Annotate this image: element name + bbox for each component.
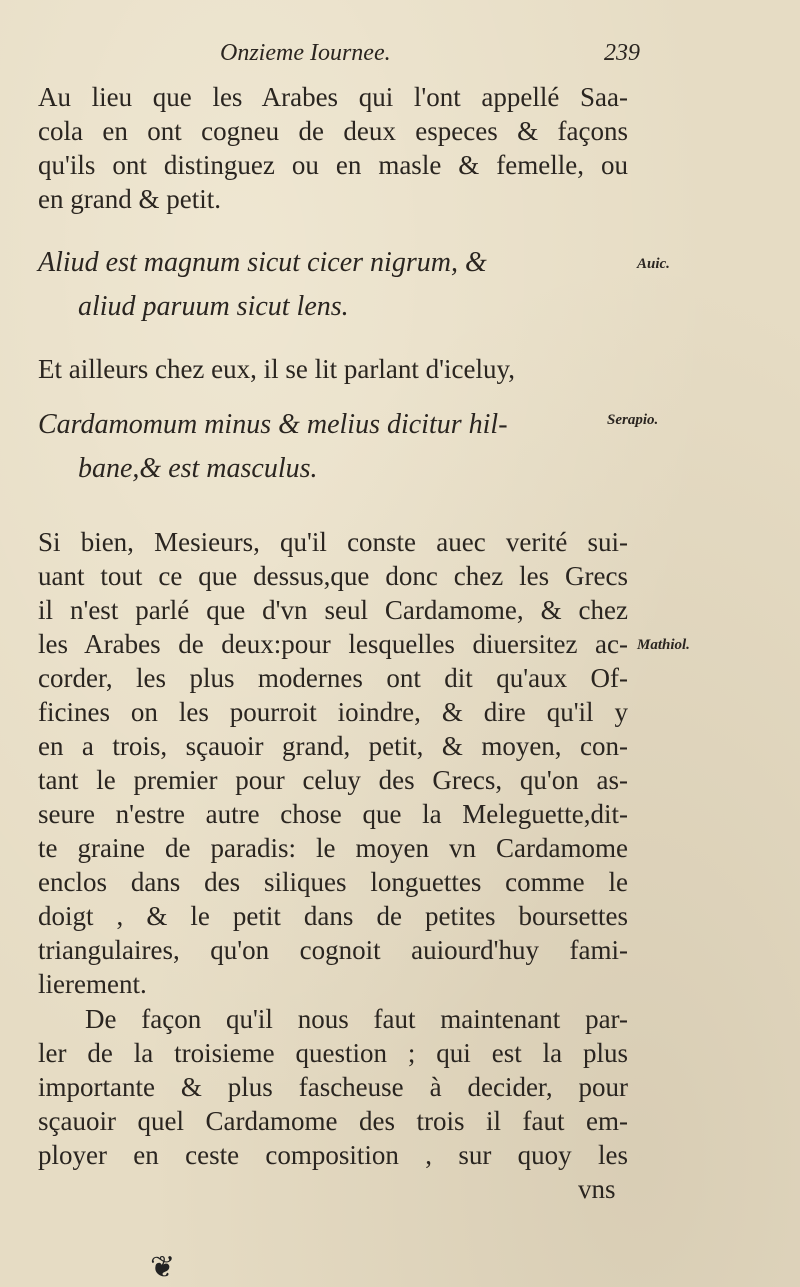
latin-quote-line: aliud paruum sicut lens. [78, 291, 349, 322]
text-line: triangulaires, qu'on cognoit auiourd'huy fami- [38, 935, 628, 965]
page-number: 239 [604, 40, 640, 66]
text-line: il n'est parlé que d'vn seul Cardamome, & chez [38, 595, 628, 625]
latin-quote-line: Aliud est magnum sicut cicer nigrum, & [38, 247, 487, 278]
text-line: en grand & petit. [38, 184, 221, 214]
text-line: qu'ils ont distinguez ou en masle & femelle, ou [38, 150, 628, 180]
ornament-icon: ❦ [150, 1250, 176, 1285]
text-line: te graine de paradis: le moyen vn Cardamome [38, 833, 628, 863]
latin-quote-line: Cardamomum minus & melius dicitur hil- [38, 409, 508, 440]
text-line: cola en ont cogneu de deux especes & façons [38, 116, 628, 146]
text-line: ployer en ceste composition , sur quoy les [38, 1140, 628, 1170]
latin-quote-line: bane,& est masculus. [78, 453, 318, 484]
running-title: Onzieme Iournee. [220, 40, 391, 66]
text-line: ficines on les pourroit ioindre, & dire qu'il y [38, 697, 628, 727]
text-line: Si bien, Mesieurs, qu'il conste auec verité sui- [38, 527, 628, 557]
text-line: les Arabes de deux:pour lesquelles diuersitez ac- [38, 629, 628, 659]
text-line: doigt , & le petit dans de petites boursettes [38, 901, 628, 931]
margin-note-serapio: Serapio. [607, 412, 659, 428]
text-line: tant le premier pour celuy des Grecs, qu'on as- [38, 765, 628, 795]
text-line: Et ailleurs chez eux, il se lit parlant d'iceluy, [38, 354, 515, 384]
text-line: en a trois, sçauoir grand, petit, & moyen, con- [38, 731, 628, 761]
text-line: De façon qu'il nous faut maintenant par- [85, 1004, 628, 1034]
text-line: corder, les plus modernes ont dit qu'aux Of- [38, 663, 628, 693]
text-line: sçauoir quel Cardamome des trois il faut em- [38, 1106, 628, 1136]
catchword: vns [578, 1174, 616, 1204]
text-line: importante & plus fascheuse à decider, pour [38, 1072, 628, 1102]
text-line: lierement. [38, 969, 147, 999]
text-line: ler de la troisieme question ; qui est la plus [38, 1038, 628, 1068]
text-line: seure n'estre autre chose que la Meleguette,dit- [38, 799, 628, 829]
margin-note-auic: Auic. [637, 256, 670, 272]
text-line: uant tout ce que dessus,que donc chez les Grecs [38, 561, 628, 591]
margin-note-mathiol: Mathiol. [637, 637, 690, 653]
text-line: Au lieu que les Arabes qui l'ont appellé Saa- [38, 82, 628, 112]
running-header [220, 40, 640, 74]
text-line: enclos dans des siliques longuettes comme le [38, 867, 628, 897]
